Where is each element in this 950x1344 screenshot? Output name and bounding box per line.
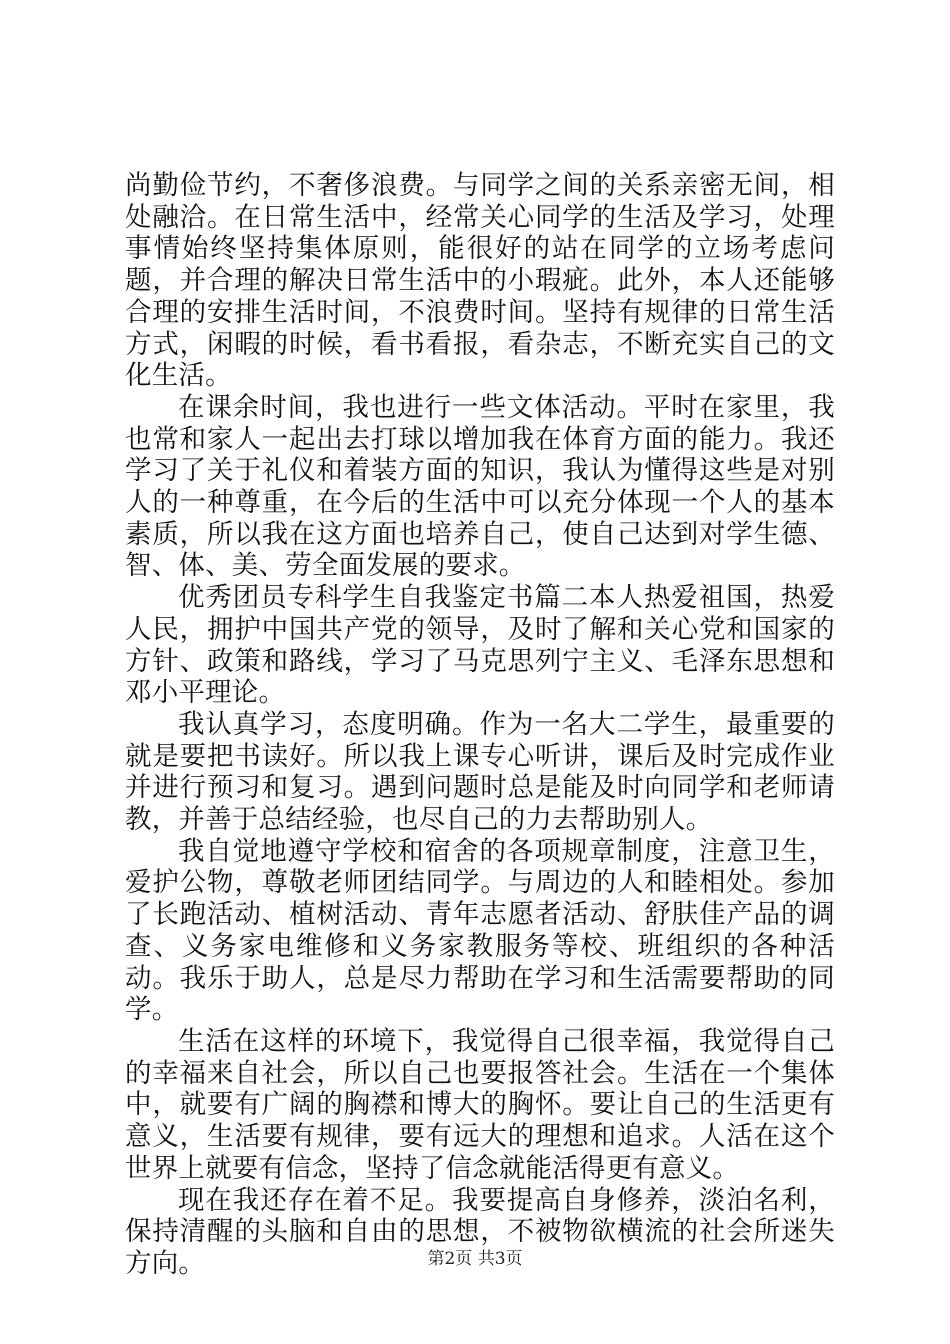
paragraph: 优秀团员专科学生自我鉴定书篇二本人热爱祖国，热爱人民，拥护中国共产党的领导，及时了解和关心党和国家的方针、政策和路线，学习了马克思列宁主义、毛泽东思想和邓小平理论。 [125,582,835,709]
paragraph: 尚勤俭节约，不奢侈浪费。与同学之间的关系亲密无间，相处融洽。在日常生活中，经常关心同学的生活及学习，处理事情始终坚持集体原则，能很好的站在同学的立场考虑问题，并合理的解决日常生活中的小瑕疵。此外，本人还能够合理的安排生活时间，不浪费时间。坚持有规律的日常生活方式，闲暇的时候，看书看报，看杂志，不断充实自己的文化生活。 [125,170,835,392]
page-footer: 第2页 共3页 [427,1249,523,1269]
paragraph: 我认真学习，态度明确。作为一名大二学生，最重要的就是要把书读好。所以我上课专心听讲，课后及时完成作业并进行预习和复习。遇到问题时总是能及时向同学和老师请教，并善于总结经验，也尽自己的力去帮助别人。 [125,708,835,836]
paragraph: 生活在这样的环境下，我觉得自己很幸福，我觉得自己的幸福来自社会，所以自己也要报答社会。生活在一个集体中，就要有广阔的胸襟和博大的胸怀。要让自己的生活更有意义，生活要有规律，要有远大的理想和追求。人活在这个世界上就要有信念，坚持了信念就能活得更有意义。 [125,1025,835,1184]
paragraph: 现在我还存在着不足。我要提高自身修养，淡泊名利，保持清醒的头脑和自由的思想，不被物欲横流的社会所迷失方向。 [125,1184,835,1279]
paragraph: 我自觉地遵守学校和宿舍的各项规章制度，注意卫生，爱护公物，尊敬老师团结同学。与周边的人和睦相处。参加了长跑活动、植树活动、青年志愿者活动、舒肤佳产品的调查、义务家电维修和义务家教服务等校、班组织的各种活动。我乐于助人，总是尽力帮助在学习和生活需要帮助的同学。 [125,835,835,1026]
paragraph: 在课余时间，我也进行一些文体活动。平时在家里，我也常和家人一起出去打球以增加我在体育方面的能力。我还学习了关于礼仪和着装方面的知识，我认为懂得这些是对别人的一种尊重，在今后的生活中可以充分体现一个人的基本素质，所以我在这方面也培养自己，使自己达到对学生德、智、体、美、劳全面发展的要求。 [125,391,835,582]
document-body [125,170,835,1280]
